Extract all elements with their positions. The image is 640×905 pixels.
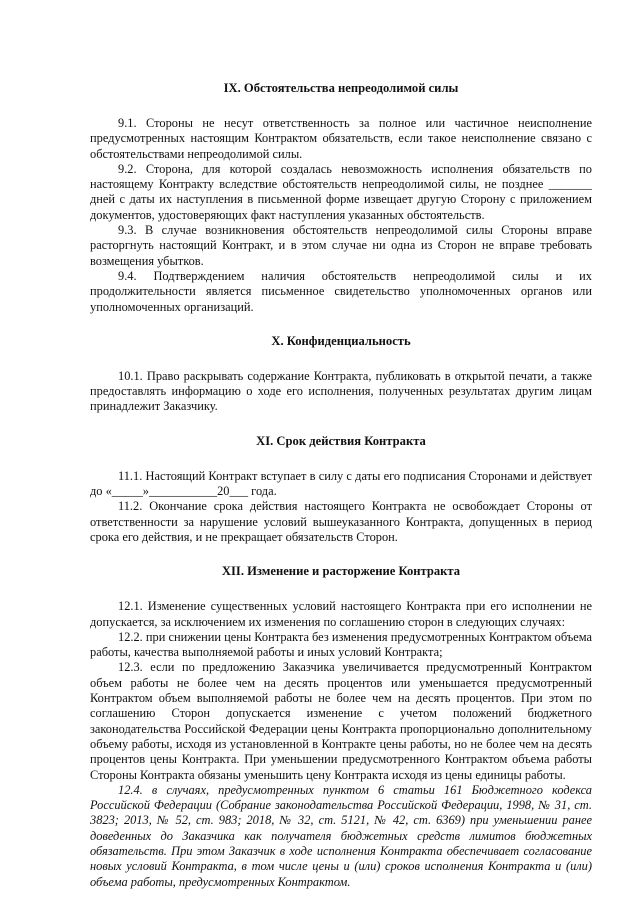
section-title-amendment: XII. Изменение и расторжение Контракта: [221, 564, 461, 579]
paragraph-12-2: 12.2. при снижении цены Контракта без изменения предусмотренных Контрактом объема работы, качества выполняемой работы и иных условий Контракта;: [90, 629, 592, 660]
paragraph-11-2: 11.2. Окончание срока действия настоящего Контракта не освобождает Стороны от ответственности за нарушение условий вышеуказанного Контракта, допущенных в период срока его действия, и не прекращает обязательств Сторон.: [90, 499, 592, 544]
section-title-confidentiality: X. Конфиденциальность: [271, 333, 411, 348]
paragraph-12-3: 12.3. если по предложению Заказчика увеличивается предусмотренный Контрактом объем работы не более чем на десять процентов или уменьшается предусмотренный Контрактом объем выполняемой работы не более чем на десять процентов. При этом по соглашению Сторон допускается изменение с учетом положений бюджетного законодательства Российской Федерации цены Контракта пропорционально дополнительному объему работы, исходя из установленной в Контракте цены работы, но не более чем на десять процентов цены Контракта. При уменьшении предусмотренного Контрактом объема работы Стороны Контракта обязаны уменьшить цену Контракта исходя из цены единицы работы.: [90, 660, 592, 782]
paragraph-9-3: 9.3. В случае возникновения обстоятельств непреодолимой силы Стороны вправе расторгнуть настоящий Контракт, и в этом случае ни одна из Сторон не вправе требовать возмещения убытков.: [90, 223, 592, 268]
paragraph-9-1: 9.1. Стороны не несут ответственность за полное или частичное неисполнение предусмотренных настоящим Контрактом обязательств, если такое неисполнение связано с обстоятельствами непреодолимой силы.: [90, 116, 592, 161]
paragraph-10-1: 10.1. Право раскрывать содержание Контракта, публиковать в открытой печати, а также предоставлять информацию о ходе его исполнения, полученных результатах другим лицам принадлежит Заказчику.: [90, 368, 592, 414]
paragraph-9-2: 9.2. Сторона, для которой создалась невозможность исполнения обязательств по настоящему Контракту вследствие обстоятельств непреодолимой силы, не позднее _______ дней с даты их наступления в письменной форме извещает другую Сторону с приложением документов, удостоверяющих факт наступления указанных обстоятельств.: [90, 161, 592, 222]
paragraph-9-4: 9.4. Подтверждением наличия обстоятельств непреодолимой силы и их продолжительности является письменное свидетельство уполномоченных органов или уполномоченных организаций.: [90, 268, 592, 314]
paragraph-12-4: 12.4. в случаях, предусмотренных пунктом 6 статьи 161 Бюджетного кодекса Российской Федерации (Собрание законодательства Российской Федерации, 1998, № 31, ст. 3823; 2013, № 52, ст. 983; 2018, № 32, ст. 5121, № 42, ст. 6369) при уменьшении ранее доведенных до Заказчика как получателя бюджетных средств лимитов бюджетных обязательств. При этом Заказчик в ходе исполнения Контракта обеспечивает согласование новых условий Контракта, в том числе цены и (или) сроков исполнения Контракта и (или) объема работы, предусмотренных Контрактом.: [90, 782, 592, 889]
section-title-force-majeure: IX. Обстоятельства непреодолимой силы: [223, 81, 459, 95]
section-title-term: XI. Срок действия Контракта: [256, 433, 426, 448]
paragraph-11-1: 11.1. Настоящий Контракт вступает в силу с даты его подписания Сторонами и действует до «_____»___________20___ года.: [90, 468, 592, 499]
paragraph-12-1: 12.1. Изменение существенных условий настоящего Контракта при его исполнении не допускается, за исключением их изменения по соглашению сторон в следующих случаях:: [90, 599, 592, 629]
